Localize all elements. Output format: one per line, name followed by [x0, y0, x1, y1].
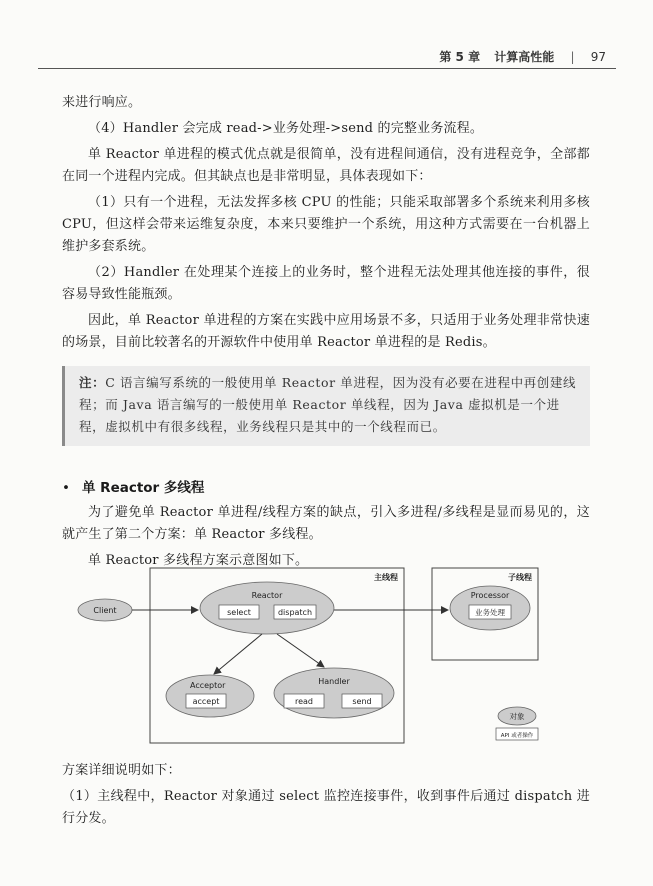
paragraph-drawback-1: （1）只有一个进程，无法发挥多核 CPU 的性能；只能采取部署多个系统来利用多核 CPU，但这样会带来运维复杂度，本来只要维护一个系统，用这种方式需要在一台机器上维护多套系统。	[62, 195, 590, 254]
paragraph-conclusion: 因此，单 Reactor 单进程的方案在实践中应用场景不多，只适用于业务处理非常快速的场景，目前比较著名的开源软件中使用单 Reactor 单进程的是 Redis。	[62, 313, 590, 350]
header-text	[439, 48, 606, 65]
business-label: 业务处理	[475, 608, 505, 617]
chapter-title: 计算高性能	[494, 50, 555, 64]
reactor-label: Reactor	[251, 591, 283, 600]
bullet-icon: •	[62, 480, 70, 496]
legend-api-label: API 或者操作	[500, 733, 534, 739]
accept-label: accept	[192, 697, 220, 706]
running-header	[38, 46, 616, 69]
paragraph-pros-cons: 单 Reactor 单进程的模式优点就是很简单，没有进程间通信，没有进程竞争，全部都在同一个进程内完成。但其缺点也是非常明显，具体表现如下：	[62, 147, 590, 184]
legend-object-label: 对象	[509, 712, 525, 721]
sub-thread-label: 子线程	[508, 573, 532, 582]
paragraph-detail-1: （1）主线程中，Reactor 对象通过 select 监控连接事件，收到事件后通过 dispatch 进行分发。	[62, 789, 590, 826]
section-heading	[62, 476, 590, 496]
body-text	[62, 92, 590, 576]
page-number: 97	[590, 50, 606, 64]
paragraph-detail-intro: 方案详细说明如下：	[62, 763, 181, 778]
paragraph-drawback-2: （2）Handler 在处理某个连接上的业务时，整个进程无法处理其他连接的事件，很容易导致性能瓶颈。	[62, 265, 590, 302]
diagram-svg	[62, 558, 562, 748]
handler-node	[274, 668, 394, 718]
paragraph-intro: 为了避免单 Reactor 单进程/线程方案的缺点，引入多进程/多线程是显而易见的，这就产生了第二个方案：单 Reactor 多线程。	[62, 505, 590, 542]
section-heading-text: 单 Reactor 多线程	[81, 480, 205, 496]
acceptor-label: Acceptor	[190, 681, 226, 690]
header-separator: |	[570, 50, 575, 64]
read-label: read	[294, 697, 314, 706]
note-text: C 语言编写系统的一般使用单 Reactor 单进程，因为没有必要在进程中再创建线程；而 Java 语言编写的一般使用单 Reactor 单线程，因为 Java 虚拟机是一个进程，虚拟机中有很多线程，业务线程只是其中的一个线程而已。	[79, 375, 577, 434]
note-box	[62, 366, 590, 446]
body-text-bottom	[62, 760, 590, 834]
paragraph-handler-step: （4）Handler 会完成 read->业务处理->send 的完整业务流程。	[88, 121, 484, 136]
dispatch-label: dispatch	[277, 608, 313, 617]
main-thread-label: 主线程	[374, 573, 398, 582]
send-label: send	[352, 697, 372, 706]
note-label: 注：	[79, 375, 106, 390]
arrow-reactor-to-acceptor	[214, 634, 262, 674]
paragraph-continuation: 来进行响应。	[62, 95, 142, 110]
chapter-number: 第 5 章	[439, 50, 481, 64]
client-label: Client	[93, 606, 117, 615]
handler-label: Handler	[318, 677, 350, 686]
processor-label: Processor	[470, 591, 510, 600]
arrow-reactor-to-handler	[277, 634, 324, 667]
paragraph-diagram-caption: 单 Reactor 多线程方案示意图如下。	[88, 553, 309, 568]
select-label: select	[227, 608, 251, 617]
reactor-diagram	[62, 558, 562, 748]
